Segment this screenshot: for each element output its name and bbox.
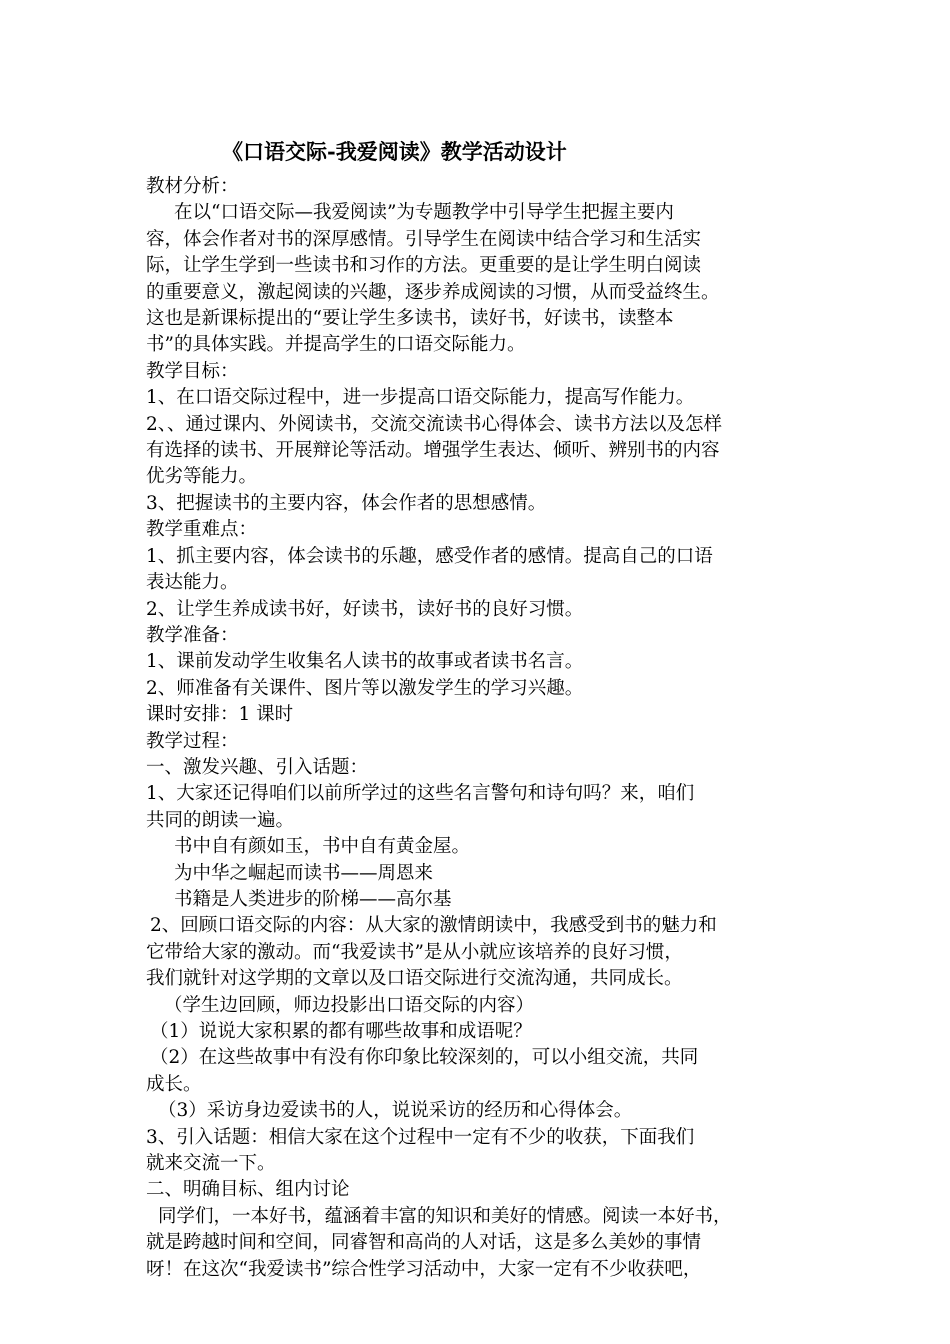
text-line: 教学准备： [146,624,239,646]
text-line: 2、让学生养成读书好，好读书，读好书的良好习惯。 [146,598,584,620]
text-line: （2）在这些故事中有没有你印象比较深刻的，可以小组交流，共同 [150,1047,699,1069]
text-line: 一、激发兴趣、引入话题： [146,756,369,778]
text-line: 表达能力。 [146,572,239,594]
text-line: 在以“口语交际—我爱阅读”为专题教学中引导学生把握主要内 [174,202,674,224]
text-line: 教学过程： [146,730,239,752]
text-line: 就来交流一下。 [146,1153,276,1175]
text-line: 呀！在这次“我爱读书”综合性学习活动中，大家一定有不少收获吧， [146,1258,702,1280]
text-line: 共同的朗读一遍。 [146,809,295,831]
document-body [146,174,810,1283]
text-line: 2、、通过课内、外阅读书，交流交流读书心得体会、读书方法以及怎样 [146,413,723,435]
text-line: （学生边回顾，师边投影出口语交际的内容） [164,994,535,1016]
text-line: 为中华之崛起而读书——周恩来 [174,862,434,884]
text-line: 1、大家还记得咱们以前所学过的这些名言警句和诗句吗？来，咱们 [146,783,695,805]
text-line: 容，体会作者对书的深厚感情。引导学生在阅读中结合学习和生活实 [146,228,702,250]
text-line: 书”的具体实践。并提高学生的口语交际能力。 [146,334,526,356]
text-line: 就是跨越时间和空间，同睿智和高尚的人对话，这是多么美妙的事情 [146,1232,702,1254]
text-line: 课时安排：1 课时 [146,704,294,726]
text-line: 际，让学生学到一些读书和习作的方法。更重要的是让学生明白阅读 [146,255,702,277]
text-line: 2、回顾口语交际的内容：从大家的激情朗读中，我感受到书的魅力和 [150,915,717,937]
text-line: （3）采访身边爱读书的人，说说采访的经历和心得体会。 [158,1100,633,1122]
text-line: 教学目标： [146,360,239,382]
text-line: 二、明确目标、组内讨论 [146,1179,350,1201]
text-line: 2、师准备有关课件、图片等以激发学生的学习兴趣。 [146,677,584,699]
text-line: 我们就针对这学期的文章以及口语交际进行交流沟通，共同成长。 [146,968,683,990]
text-line: 教材分析： [146,176,239,197]
text-line: 优劣等能力。 [146,466,258,488]
text-line: 的重要意义，激起阅读的兴趣，逐步养成阅读的习惯，从而受益终生。 [146,281,720,303]
text-line: 同学们，一本好书，蕴涵着丰富的知识和美好的情感。阅读一本好书， [158,1205,732,1227]
text-line: 有选择的读书、开展辩论等活动。增强学生表达、倾听、辨别书的内容 [146,440,720,462]
text-line: 3、把握读书的主要内容，体会作者的思想感情。 [146,492,547,514]
text-line: 书中自有颜如玉，书中自有黄金屋。 [174,836,471,858]
text-line: 3、引入话题：相信大家在这个过程中一定有不少的收获，下面我们 [146,1126,695,1148]
text-line: 这也是新课标提出的“要让学生多读书，读好书，好读书，读整本 [146,308,674,330]
text-line: 它带给大家的激动。而“我爱读书”是从小就应该培养的良好习惯， [146,941,683,963]
page-title: 《口语交际-我爱阅读》教学活动设计 [222,139,567,164]
text-line: 书籍是人类进步的阶梯——高尔基 [174,888,452,910]
text-line: 1、课前发动学生收集名人读书的故事或者读书名言。 [146,651,584,673]
text-line: 1、在口语交际过程中，进一步提高口语交际能力，提高写作能力。 [146,387,695,409]
text-line: 1、抓主要内容，体会读书的乐趣，感受作者的感情。提高自己的口语 [146,545,713,567]
text-line: 教学重难点： [146,519,258,541]
text-line: 成长。 [146,1073,202,1095]
text-line: （1）说说大家积累的都有哪些故事和成语呢？ [150,1021,532,1042]
